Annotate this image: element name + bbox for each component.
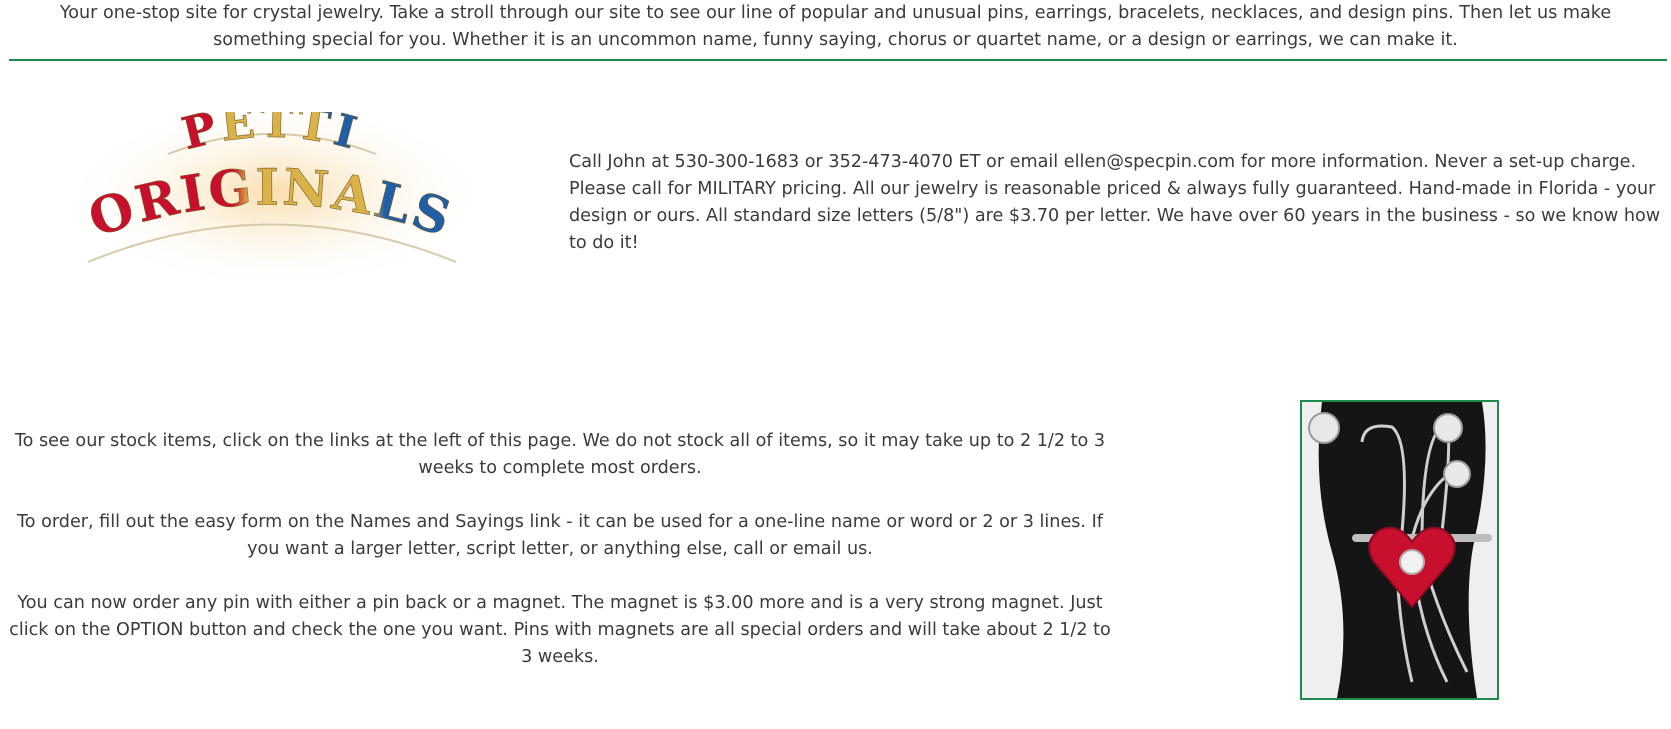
ordering-info	[8, 428, 1112, 698]
crystal-flower-right	[1434, 414, 1462, 442]
heart-pin-svg	[1302, 402, 1497, 698]
brooch-word-petti: PETTI	[177, 112, 366, 161]
heart-bouquet-pin-photo	[1300, 400, 1499, 700]
intro-line-2: something special for you. Whether it is an uncommon name, funny saying, chorus or quartet name, or a design or earrings, we can make it.	[213, 30, 1458, 50]
brooch-svg	[76, 112, 476, 292]
magnet-info-paragraph: You can now order any pin with either a pin back or a magnet. The magnet is $3.00 more and is a very strong magnet. Just click on the OPTION button and check the one you want. Pins with magnets are all special orders and will take about 2 1/2 to 3 weeks.	[9, 593, 1111, 667]
order-info-paragraph: To order, fill out the easy form on the Names and Sayings link - it can be used for a one-line name or word or 2 or 3 lines. If you want a larger letter, script letter, or anything else, call or email us.	[16, 512, 1104, 559]
crystal-flower-middle	[1444, 461, 1470, 487]
header-divider	[9, 59, 1667, 61]
petti-originals-brooch-image	[76, 112, 476, 292]
intro-text	[0, 0, 1671, 54]
brooch-word-originals: ORIGINALS	[81, 157, 461, 249]
intro-line-1: Your one-stop site for crystal jewelry. Take a stroll through our site to see our line of popular and unusual pins, earrings, bracelets, necklaces, and design pins. Then let us make	[59, 3, 1612, 23]
contact-info: Call John at 530-300-1683 or 352-473-4070 ET or email ellen@specpin.com for more information. Never a set-up charge. Please call for MILITARY pricing. All our jewelry is reasonable priced & always fully guaranteed. Hand-made in Florida - your design or ours. All standard size letters (5/8") are $3.70 per letter. We have over 60 years in the business - so we know how to do it!	[569, 152, 1661, 253]
crystal-flower-left	[1309, 413, 1339, 443]
stock-info-paragraph: To see our stock items, click on the links at the left of this page. We do not stock all of items, so it may take up to 2 1/2 to 3 weeks to complete most orders.	[14, 431, 1106, 478]
